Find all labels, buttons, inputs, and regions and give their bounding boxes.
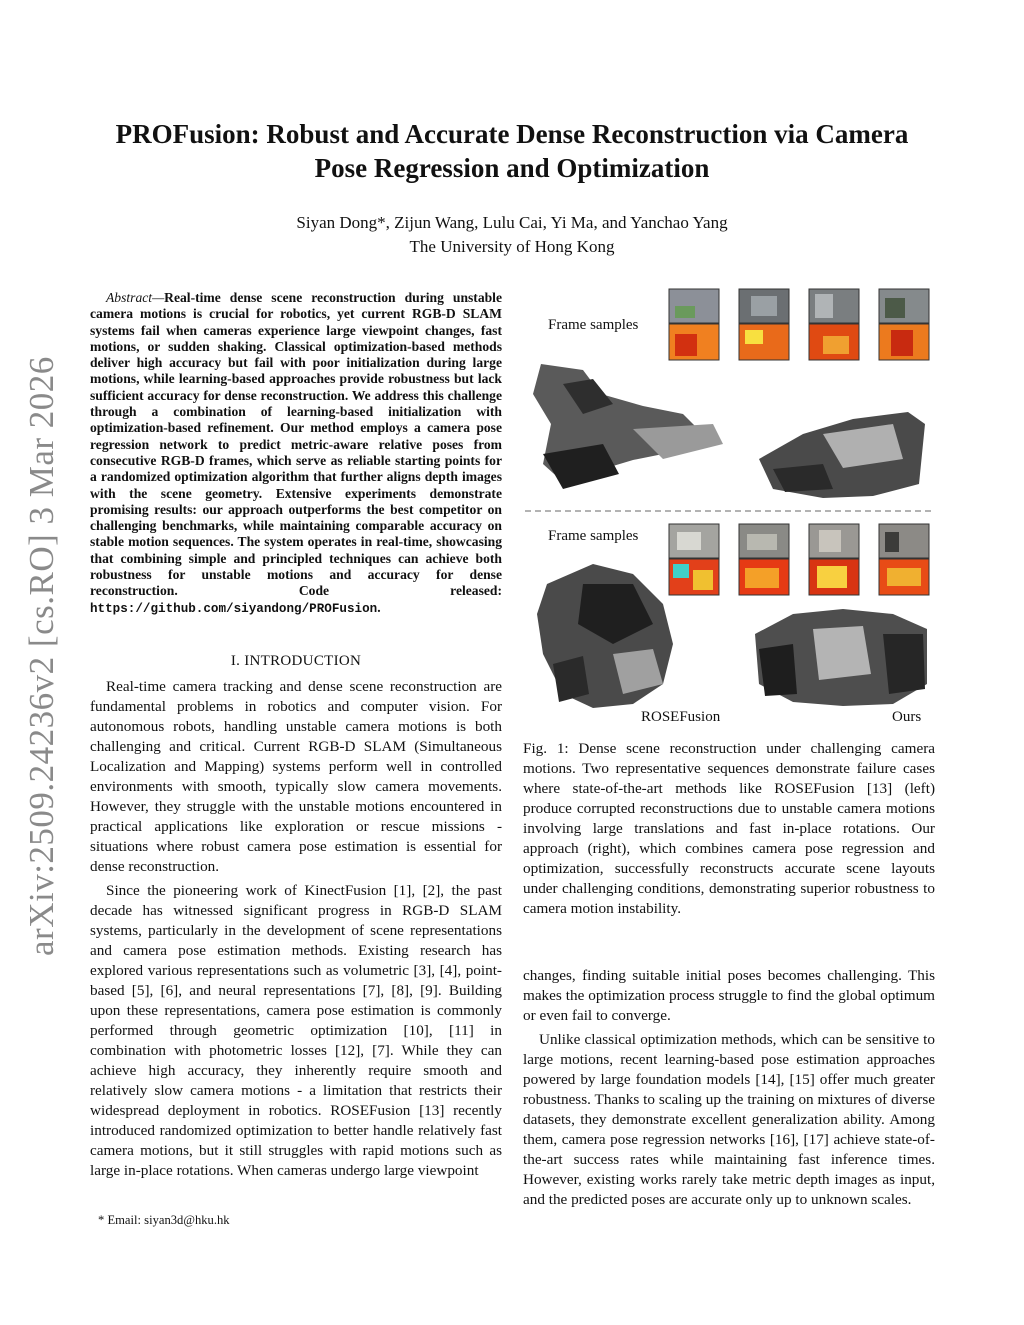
depth-frame-detail (675, 334, 697, 356)
abstract-end: . (377, 599, 381, 615)
section-heading: I. INTRODUCTION (230, 653, 362, 669)
frame-label-bottom: Frame samples (548, 528, 639, 544)
point-cloud (813, 626, 871, 680)
paper-title: PROFusion: Robust and Accurate Dense Reconstruction via Camera Pose Regression and Optimization (115, 119, 909, 183)
frame-thumbnails-top (669, 289, 929, 360)
label-ours: Ours (892, 709, 922, 725)
footnote: * Email: siyan3d@hku.hk (98, 1213, 230, 1227)
point-cloud (759, 644, 797, 696)
figure-1 (523, 284, 935, 730)
rgb-frame-detail (885, 298, 905, 318)
author-block (90, 211, 934, 259)
reconstruction-rosefusion-top (533, 364, 723, 489)
frame-label-top: Frame samples (548, 317, 639, 333)
rgb-frame-detail (675, 306, 695, 318)
arxiv-watermark: arXiv:2509.24236v2 [cs.RO] 3 Mar 2026 (22, 356, 61, 956)
figure-caption: Fig. 1: Dense scene reconstruction under challenging camera motions. Two representative sequences demonstrate failure cases where state-of-the-art methods like ROSEFusion [13] (left) produce corrupted reconstructions due to unstable camera motions involving large translations and fast in-place rotations. Our approach (right), which combines camera pose regression and optimization, successfully reconstructs accurate scene layouts under challenging conditions, demonstrating superior robustness to camera motion instability. (523, 740, 935, 917)
reconstruction-ours-top (759, 412, 925, 498)
depth-frame-detail (891, 330, 913, 356)
reconstruction-rosefusion-bottom (537, 564, 673, 708)
depth-frame-detail (693, 570, 713, 590)
depth-frame-detail (887, 568, 921, 586)
frame-thumbnails-bottom (669, 524, 929, 595)
abstract (90, 290, 502, 617)
depth-frame-detail (817, 566, 847, 588)
point-cloud (553, 656, 589, 702)
rgb-frame-detail (819, 530, 841, 552)
abstract-lead: Abstract— (106, 290, 165, 305)
abstract-text: Real-time dense scene reconstruction during unstable camera motions is crucial for robotics, yet current RGB-D SLAM systems fail when cameras experience large viewpoint changes, fast motions, or sudden shaking. Classical optimization-based methods deliver high accuracy but fail with poor initialization during large motions, while learning-based approaches provide robustness but lack sufficient accuracy for dense reconstruction. We address this challenge through a combination of learning-based initialization with optimization-based refinement. Our method employs a camera pose regression network to predict metric-aware relative poses from consecutive RGB-D frames, which serve as reliable starting points for a randomized optimization algorithm that further aligns depth images with the scene geometry. Extensive experiments demonstrate promising results: our approach outperforms the best competitor on challenging benchmarks, while maintaining comparable accuracy on stable motion sequences. The system operates in real-time, showcasing that combining simple and principled techniques can achieve both robustness for unstable motions and accuracy for dense reconstruction. Code released: (90, 290, 502, 599)
intro-paragraph-1: Real-time camera tracking and dense scene reconstruction are fundamental problems in robotics and computer vision. For autonomous robots, handling unstable camera motions is both challenging and critical. Current RGB-D SLAM (Simultaneous Localization and Mapping) systems perform well in controlled environments with smooth, typically slow camera movements. However, they struggle with the unstable motions encountered in practical applications like exploration or rescue missions - situations where robust camera pose estimation is essential for dense reconstruction. (90, 678, 502, 875)
figure-graphic (523, 284, 935, 730)
intro-left-column (90, 677, 502, 1181)
depth-frame-detail (673, 564, 689, 578)
rgb-frame-detail (815, 294, 833, 318)
code-link[interactable]: https://github.com/siyandong/PROFusion (90, 601, 378, 616)
depth-frame-detail (745, 330, 763, 344)
label-rosefusion: ROSEFusion (641, 709, 721, 725)
intro-paragraph-2: Since the pioneering work of KinectFusion [1], [2], the past decade has witnessed significant progress in RGB-D SLAM systems, particularly in the development of scene representations and camera pose estimation methods. Existing research has explored various representations such as volumetric [3], [4], point-based [5], [6], and neural representations [7], [8], [9]. Building upon these representations, camera pose estimation is commonly performed through geometric optimization [10], [11] in combination with photometric losses [12], [7]. While they can achieve high accuracy, they inherently require smooth and relatively slow camera motions - a limitation that restricts their widespread deployment in robotics. ROSEFusion [13] recently introduced randomized optimization to better handle relatively fast camera motions, but it still struggles with rapid motions such as large in-place rotations. When cameras undergo large viewpoint (90, 882, 502, 1179)
reconstruction-ours-bottom (755, 609, 927, 706)
rgb-frame-detail (751, 296, 777, 316)
intro-paragraph-3: changes, finding suitable initial poses becomes challenging. This makes the optimization process struggle to find the global optimum or even fail to converge. (523, 967, 935, 1024)
point-cloud (883, 634, 925, 694)
rgb-frame-detail (747, 534, 777, 550)
author-list: Siyan Dong*, Zijun Wang, Lulu Cai, Yi Ma, and Yanchao Yang (296, 213, 728, 232)
depth-frame-detail (745, 568, 779, 588)
depth-frame-detail (823, 336, 849, 354)
rgb-frame-detail (885, 532, 899, 552)
intro-right-column (523, 966, 935, 1210)
intro-paragraph-4: Unlike classical optimization methods, which can be sensitive to large motions, recent learning-based pose estimation approaches powered by large foundation models [14], [15] offer much greater robustness. Thanks to scaling up the training on mixtures of diverse datasets, they demonstrate excellent generalization ability. Among them, camera pose regression networks [16], [17] achieve state-of-the-art success rates while maintaining fast inference times. However, existing works rarely take metric depth images as input, and the predicted poses are accurate only up to unknown scales. (523, 1031, 935, 1208)
rgb-frame-detail (677, 532, 701, 550)
affiliation: The University of Hong Kong (409, 237, 615, 256)
